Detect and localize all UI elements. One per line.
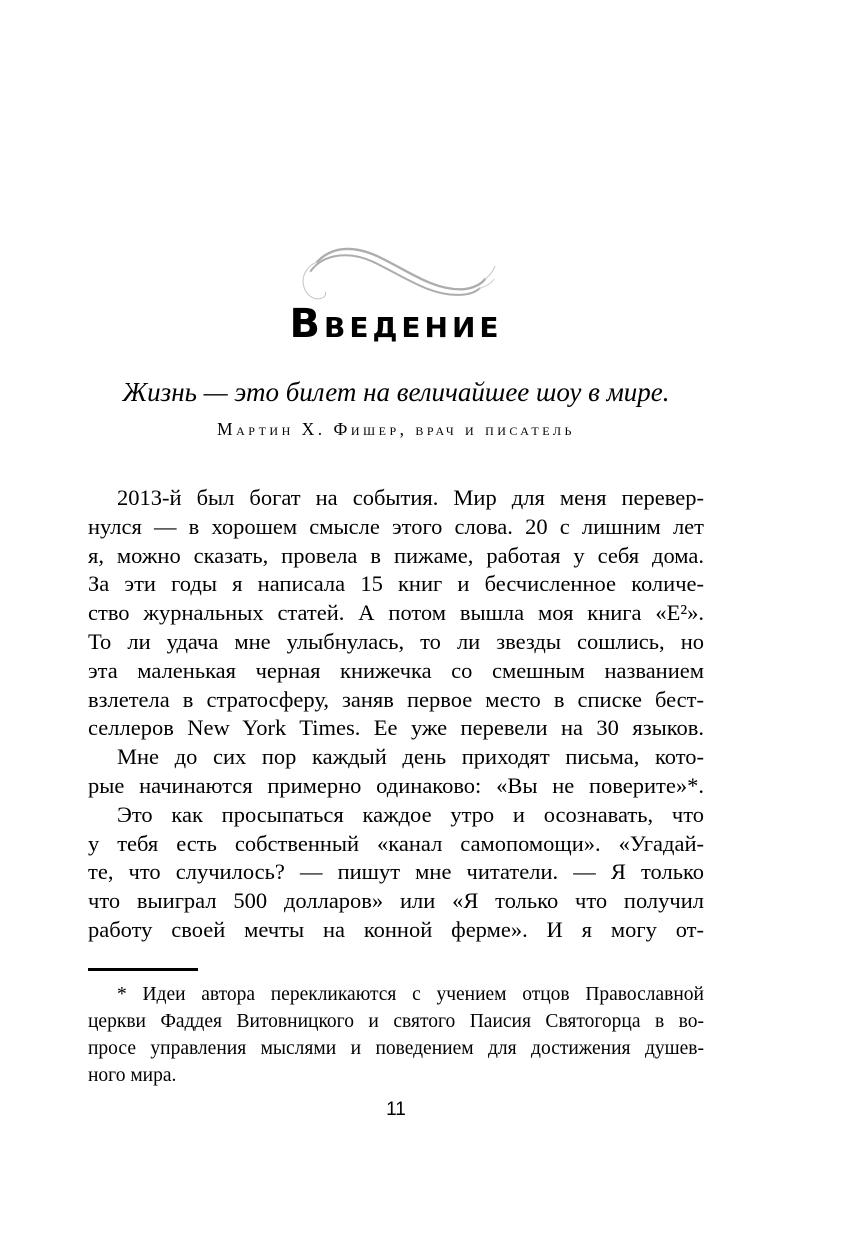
footnote-line: ного мира. bbox=[88, 1065, 177, 1086]
footnote-line: просе управления мыслями и поведением для достижения душев- bbox=[88, 1038, 704, 1059]
body-line: Это как просыпаться каждое утро и осознавать, что bbox=[117, 801, 704, 827]
body-line: нулся — в хорошем смысле этого слова. 20 с лишним лет bbox=[88, 513, 704, 539]
body-line: ство журнальных статей. А потом вышла моя книга «Е²». bbox=[88, 600, 704, 626]
body-line: те, что случилось? — пишут мне читатели. — Я только bbox=[88, 859, 704, 885]
body-line: у тебя есть собственный «канал самопомощи». «Угадай- bbox=[88, 830, 704, 856]
body-line: То ли удача мне улыбнулась, то ли звезды сошлись, но bbox=[88, 628, 704, 654]
calligraphic-swirl-icon bbox=[294, 238, 498, 304]
body-line: Мне до сих пор каждый день приходят письма, кото- bbox=[117, 744, 704, 770]
chapter-ornament bbox=[88, 238, 704, 304]
page-number: 11 bbox=[386, 1099, 406, 1120]
footnote-text bbox=[88, 981, 704, 1089]
body-line: эта маленькая черная книжечка со смешным названием bbox=[88, 657, 704, 683]
body-paragraphs bbox=[88, 484, 704, 945]
body-line: За эти годы я написала 15 книг и бесчисленное количе- bbox=[88, 571, 704, 597]
chapter-title: Введение bbox=[289, 301, 503, 347]
body-line: 2013-й был богат на события. Мир для меня перевер- bbox=[117, 485, 704, 510]
body-line: рые начинаются примерно одинаково: «Вы не поверите»*. bbox=[88, 772, 704, 798]
body-line: взлетела в стратосферу, заняв первое место в списке бест- bbox=[88, 686, 704, 712]
body-line: селлеров New York Times. Ее уже перевели на 30 языков. bbox=[88, 715, 704, 741]
epigraph-text: Жизнь — это билет на величайшее шоу в мире. bbox=[122, 377, 670, 407]
footnote-line: * Идеи автора перекликаются с учением отцов Православной bbox=[117, 984, 704, 1005]
body-line: что выиграл 500 долларов» или «Я только что получил bbox=[88, 888, 704, 914]
epigraph-attribution: Мартин Х. Фишер, врач и писатель bbox=[217, 419, 575, 439]
body-line: я, можно сказать, провела в пижаме, работая у себя дома. bbox=[88, 542, 704, 568]
footnote-line: церкви Фаддея Витовницкого и святого Паисия Святогорца в во- bbox=[88, 1011, 704, 1032]
body-line: работу своей мечты на конной ферме». И я могу от- bbox=[88, 916, 704, 942]
footnote-rule bbox=[88, 968, 198, 971]
